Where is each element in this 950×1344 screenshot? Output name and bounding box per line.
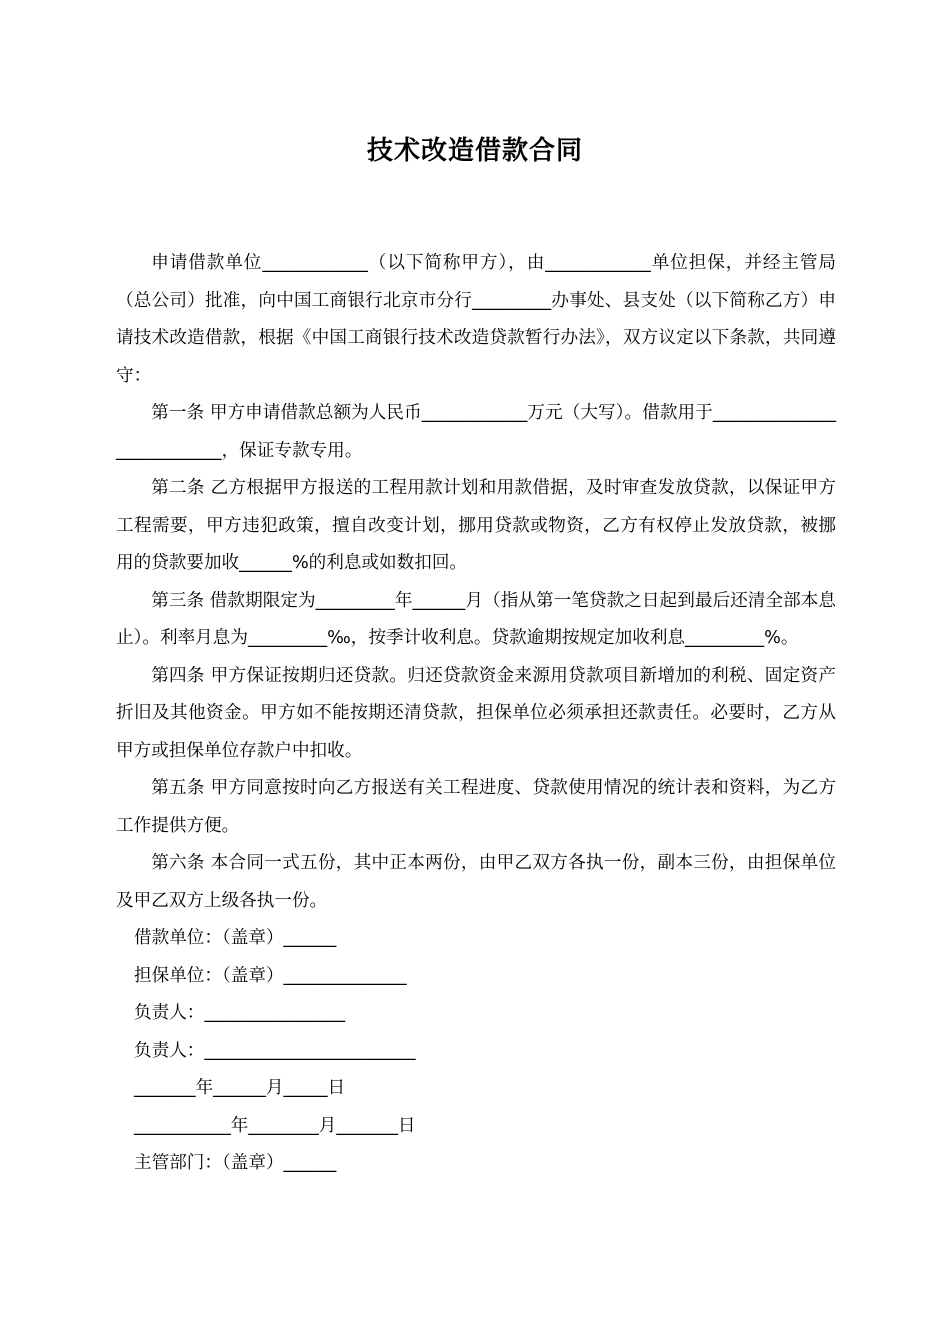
contract-body — [116, 245, 836, 1183]
preamble-paragraph: 申请借款单位____________（以下简称甲方），由____________单位担保，并经主管局（总公司）批准，向中国工商银行北京市分行_________办事处、县支处（以下简称乙方）申请技术改造借款，根据《中国工商银行技术改造贷款暂行办法》，双方议定以下条款，共同遵守： — [116, 253, 836, 386]
date-line-1: _______年______月_____日 — [134, 1078, 346, 1098]
article-3-paragraph: 第三条 借款期限定为_________年______月（指从第一笔贷款之日起到最后还清全部本息止）。利率月息为_________‰，按季计收利息。贷款逾期按规定加收利息_________%。 — [116, 590, 836, 648]
guarantor-seal-line: 担保单位：（盖章）______________ — [134, 965, 407, 986]
document-title: 技术改造借款合同 — [366, 136, 583, 166]
article-6-paragraph: 第六条 本合同一式五份，其中正本两份，由甲乙双方各执一份，副本三份，由担保单位及甲乙双方上级各执一份。 — [116, 853, 836, 911]
responsible-person-line-1: 负责人：________________ — [134, 1003, 346, 1023]
supervisor-seal-line: 主管部门：（盖章）______ — [134, 1153, 337, 1173]
article-1-paragraph: 第一条 甲方申请借款总额为人民币____________万元（大写）。借款用于__________________________，保证专款专用。 — [116, 403, 836, 461]
article-4-paragraph: 第四条 甲方保证按期归还贷款。归还贷款资金来源用贷款项目新增加的利税、固定资产折旧及其他资金。甲方如不能按期还清贷款，担保单位必须承担还款责任。必要时，乙方从甲方或担保单位存款户中扣收。 — [116, 665, 836, 761]
borrower-seal-line: 借款单位：（盖章）______ — [134, 928, 337, 948]
responsible-person-line-2: 负责人：________________________ — [134, 1040, 416, 1061]
article-2-paragraph: 第二条 乙方根据甲方报送的工程用款计划和用款借据，及时审查发放贷款，以保证甲方工程需要，甲方违犯政策，擅自改变计划，挪用贷款或物资，乙方有权停止发放贷款，被挪用的贷款要加收______%的利息或如数扣回。 — [116, 478, 836, 573]
article-5-paragraph: 第五条 甲方同意按时向乙方报送有关工程进度、贷款使用情况的统计表和资料，为乙方工作提供方便。 — [116, 778, 836, 836]
date-line-2: ___________年________月_______日 — [134, 1115, 416, 1136]
